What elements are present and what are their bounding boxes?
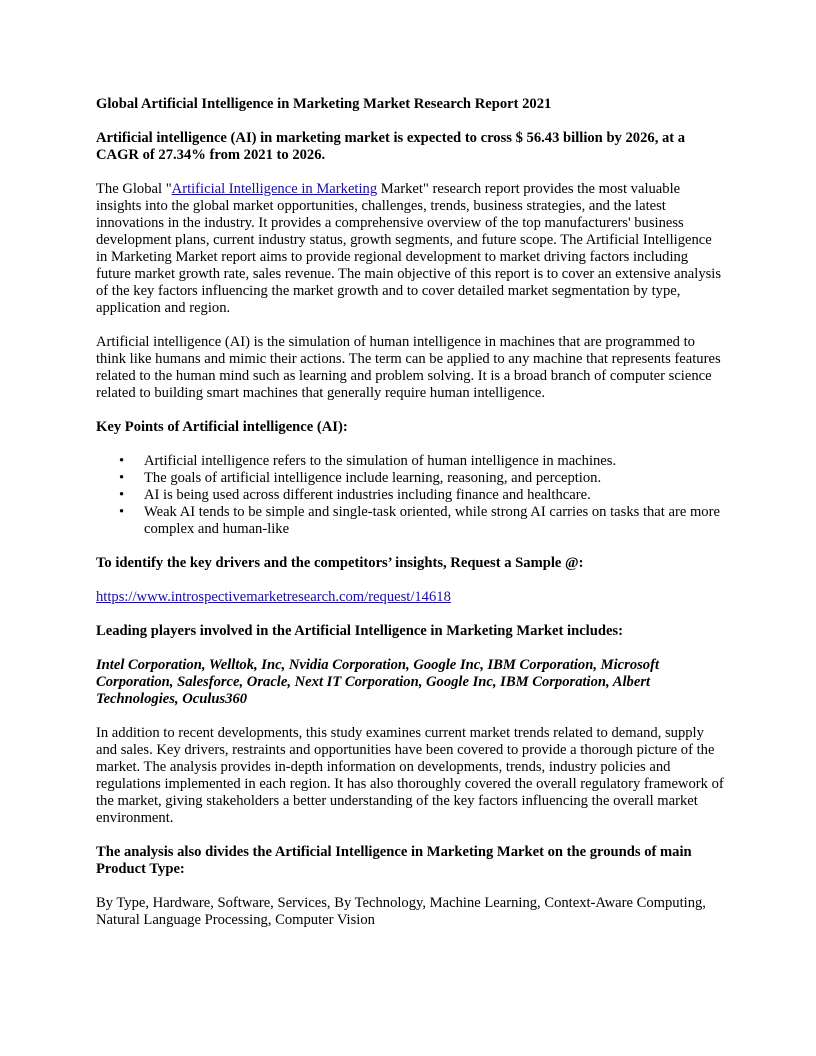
list-item — [96, 487, 724, 504]
sample-request-heading: To identify the key drivers and the competitors’ insights, Request a Sample @: — [96, 555, 584, 571]
market-report-link[interactable]: Artificial Intelligence in Marketing — [171, 181, 378, 197]
report-title: Global Artificial Intelligence in Marketing Market Research Report 2021 — [96, 96, 552, 112]
intro-suffix: Market" research report provides the most valuable insights into the global market opportunities, challenges, trends, business strategies, and the latest innovations in the industry. It provides a comprehensive overview of the top manufacturers' business development plans, current industry status, growth segments, and future scope. The Artificial Intelligence in Marketing Market report aims to provide regional development to market driving factors including future market growth rate, sales revenue. The main objective of this report is to cover an extensive analysis of the key factors influencing the market growth and to cover detailed market segmentation by type, application and region. — [96, 181, 722, 316]
intro-paragraph — [96, 181, 724, 317]
document-page — [96, 96, 724, 946]
segmentation-paragraph: By Type, Hardware, Software, Services, By Technology, Machine Learning, Context-Aware Computing, Natural Language Processing, Computer Vision — [96, 895, 706, 928]
developments-paragraph: In addition to recent developments, this study examines current market trends related to demand, supply and sales. Key drivers, restraints and opportunities have been covered to provide a thorough picture of the market. The analysis provides in-depth information on developments, trends, industry policies and regulations implemented in each region. It has also thoroughly covered the overall regulatory framework of the market, giving stakeholders a better understanding of the key factors influencing the overall market environment. — [96, 725, 724, 826]
bullet-icon: • — [119, 487, 125, 503]
intro-prefix: The Global " — [96, 181, 172, 197]
players-list: Intel Corporation, Welltok, Inc, Nvidia Corporation, Google Inc, IBM Corporation, Microsoft Corporation, Salesforce, Oracle, Next IT Corporation, Google Inc, IBM Corporation, Albert Technologies, Oculus360 — [96, 657, 660, 707]
key-points-list — [96, 453, 724, 538]
bullet-icon: • — [119, 504, 125, 520]
bullet-icon: • — [119, 453, 125, 469]
list-item-text: AI is being used across different industries including finance and healthcare. — [144, 487, 591, 503]
bullet-icon: • — [119, 470, 125, 486]
list-item — [96, 453, 724, 470]
ai-definition-paragraph: Artificial intelligence (AI) is the simulation of human intelligence in machines that are programmed to think like humans and mimic their actions. The term can be applied to any machine that represents features related to the human mind such as learning and problem solving. It is a broad branch of computer science related to building smart machines that generally require human intelligence. — [96, 334, 721, 401]
sample-url-line — [96, 589, 724, 606]
list-item — [96, 470, 724, 487]
segmentation-heading: The analysis also divides the Artificial Intelligence in Marketing Market on the grounds of main Product Type: — [96, 844, 692, 877]
sample-request-link[interactable]: https://www.introspectivemarketresearch.com/request/14618 — [96, 589, 451, 605]
list-item — [96, 504, 724, 538]
players-heading: Leading players involved in the Artificial Intelligence in Marketing Market includes: — [96, 623, 623, 639]
market-headline: Artificial intelligence (AI) in marketing market is expected to cross $ 56.43 billion by 2026, at a CAGR of 27.34% from 2021 to 2026. — [96, 130, 686, 163]
list-item-text: The goals of artificial intelligence include learning, reasoning, and perception. — [144, 470, 602, 486]
list-item-text: Artificial intelligence refers to the simulation of human intelligence in machines. — [144, 453, 617, 469]
key-points-heading: Key Points of Artificial intelligence (AI): — [96, 419, 348, 435]
list-item-text: Weak AI tends to be simple and single-task oriented, while strong AI carries on tasks that are more complex and human-like — [144, 504, 720, 537]
